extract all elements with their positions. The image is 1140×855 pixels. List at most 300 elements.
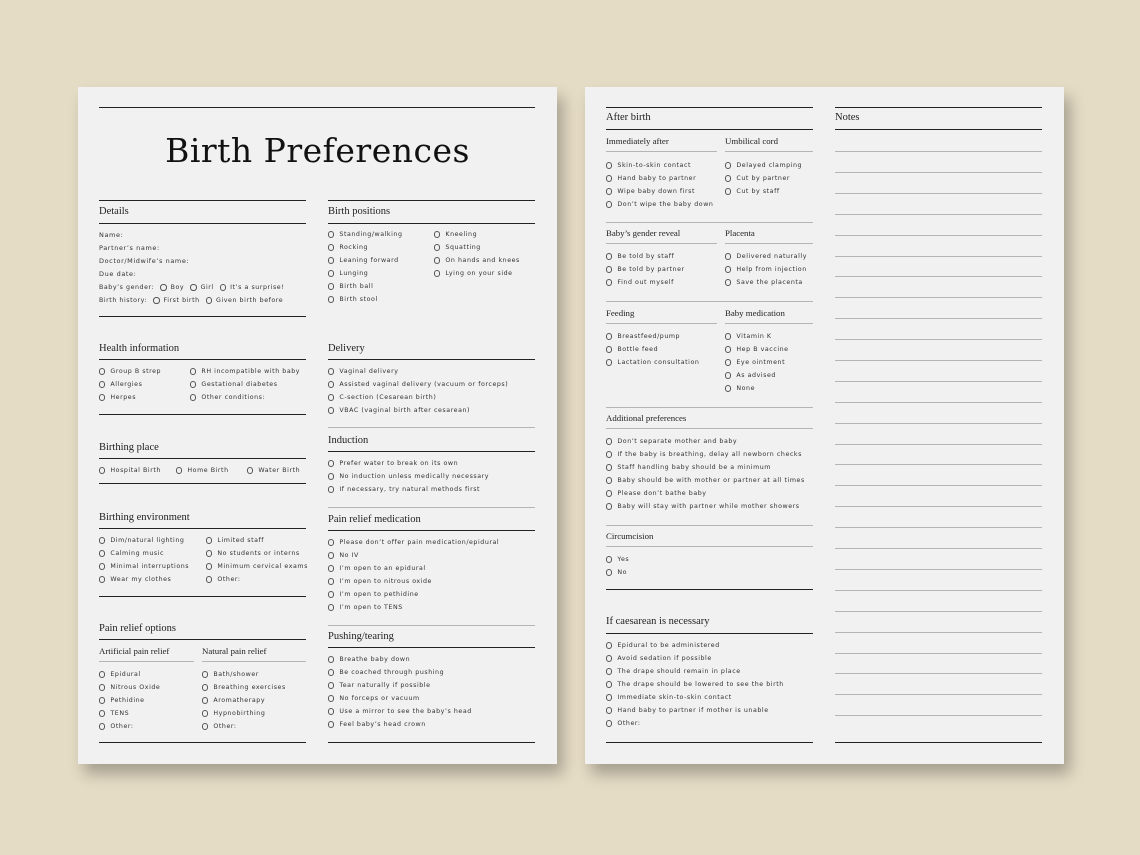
feeding-option[interactable] [606, 359, 699, 366]
feeding-option-label: Breastfeed/pump [617, 333, 681, 340]
caesarean-option-label: Immediate skin-to-skin contact [617, 694, 732, 701]
checkbox[interactable] [606, 503, 612, 509]
checkbox[interactable] [328, 244, 334, 250]
additional-rule [606, 428, 813, 429]
checkbox[interactable] [606, 188, 612, 194]
induction-option-label: If necessary, try natural methods first [339, 486, 481, 493]
placenta-option[interactable] [725, 253, 807, 260]
notes-line[interactable] [835, 653, 1042, 654]
induction-option[interactable] [328, 486, 480, 493]
umbilical-cord-option[interactable] [725, 162, 802, 169]
pushing-option[interactable] [328, 682, 431, 689]
pushing-heading: Pushing/tearing [328, 631, 394, 642]
checkbox[interactable] [99, 394, 105, 400]
birth-position-option[interactable] [328, 244, 368, 251]
pain-medication-bottom-rule [328, 625, 535, 626]
environment-option[interactable] [206, 563, 308, 570]
induction-bottom-rule [328, 507, 535, 508]
checkbox[interactable] [206, 537, 212, 543]
checkbox[interactable] [606, 655, 612, 661]
pain-medication-option-label: I’m open to pethidine [339, 591, 419, 598]
gender-reveal-option[interactable] [606, 253, 674, 260]
induction-option-label: No induction unless medically necessary [339, 473, 490, 480]
caesarean-option[interactable] [606, 681, 784, 688]
immediately-after-option-label: Hand baby to partner [617, 175, 697, 182]
checkbox[interactable] [606, 333, 612, 339]
checkbox[interactable] [328, 283, 334, 289]
natural-pain-relief-option-label: Hypnobirthing [213, 710, 266, 717]
notes-line[interactable] [835, 715, 1042, 716]
checkbox[interactable] [99, 710, 105, 716]
baby-medication-option[interactable] [725, 385, 755, 392]
checkbox[interactable] [328, 368, 334, 374]
caesarean-option[interactable] [606, 655, 712, 662]
birth-preferences-page-2 [585, 87, 1064, 764]
delivery-option[interactable] [328, 407, 470, 414]
checkbox[interactable] [99, 576, 105, 582]
additional-preference-option-label: Don’t separate mother and baby [617, 438, 738, 445]
baby-medication-option[interactable] [725, 372, 776, 379]
checkbox[interactable] [247, 467, 253, 473]
checkbox[interactable] [99, 697, 105, 703]
additional-preference-option[interactable] [606, 490, 707, 497]
health-option-label: Gestational diabetes [201, 381, 278, 388]
caesarean-heading-rule [606, 633, 813, 634]
top-rule [99, 107, 535, 108]
baby-medication-option[interactable] [725, 359, 785, 366]
caesarean-option[interactable] [606, 707, 769, 714]
checkbox[interactable] [328, 695, 334, 701]
checkbox[interactable] [202, 697, 208, 703]
environment-option-label: No students or interns [217, 550, 300, 557]
checkbox[interactable] [606, 464, 612, 470]
health-option[interactable] [99, 394, 136, 401]
placenta-option-label: Save the placenta [736, 279, 803, 286]
checkbox[interactable] [606, 201, 612, 207]
delivery-option[interactable] [328, 394, 436, 401]
artificial-pain-relief-option-label: Nitrous Oxide [110, 684, 161, 691]
checkbox[interactable] [725, 162, 731, 168]
checkbox[interactable] [99, 381, 105, 387]
pain-options-bottom-rule [99, 742, 306, 743]
environment-bottom-rule [99, 596, 306, 597]
checkbox[interactable] [606, 451, 612, 457]
pushing-option-label: Be coached through pushing [339, 669, 445, 676]
checkbox[interactable] [606, 642, 612, 648]
birthing-place-option[interactable] [99, 467, 161, 474]
umbilical-cord-option[interactable] [725, 175, 790, 182]
pain-medication-option[interactable] [328, 539, 499, 546]
section-divider [606, 301, 813, 302]
checkbox[interactable] [606, 707, 612, 713]
delivery-option[interactable] [328, 381, 508, 388]
checkbox[interactable] [606, 490, 612, 496]
baby-medication-option-label: Eye ointment [736, 359, 786, 366]
additional-preference-option-label: Baby will stay with partner while mother showers [617, 503, 800, 510]
natural-pain-relief-option-label: Bath/shower [213, 671, 259, 678]
checkbox[interactable] [606, 279, 612, 285]
checkbox[interactable] [606, 253, 612, 259]
environment-option[interactable] [99, 537, 184, 544]
details-field-label[interactable]: Partner’s name: [99, 244, 160, 252]
natural-pain-relief-option[interactable] [202, 710, 265, 717]
checkbox[interactable] [606, 359, 612, 365]
positions-top-rule [328, 200, 535, 201]
checkbox[interactable] [202, 723, 208, 729]
natural-pain-relief-option[interactable] [202, 684, 286, 691]
artificial-pain-relief-option[interactable] [99, 723, 134, 730]
caesarean-option[interactable] [606, 642, 720, 649]
artificial-pain-relief-option[interactable] [99, 697, 145, 704]
notes-line[interactable] [835, 423, 1042, 424]
checkbox[interactable] [99, 723, 105, 729]
environment-option-label: Minimum cervical exams [217, 563, 308, 570]
placenta-option-label: Help from injection [736, 266, 807, 273]
pain-medication-option-label: I’m open to an epidural [339, 565, 426, 572]
checkbox[interactable] [725, 333, 731, 339]
birth-position-option-label: Standing/walking [339, 231, 403, 238]
additional-preference-option[interactable] [606, 477, 805, 484]
notes-line[interactable] [835, 381, 1042, 382]
environment-option-label: Dim/natural lighting [110, 537, 185, 544]
checkbox[interactable] [328, 604, 334, 610]
environment-option[interactable] [206, 550, 300, 557]
checkbox[interactable] [725, 359, 731, 365]
health-option[interactable] [190, 394, 265, 401]
checkbox[interactable] [606, 346, 612, 352]
additional-heading: Additional preferences [606, 413, 687, 423]
pushing-option[interactable] [328, 695, 420, 702]
artificial-rule [99, 661, 194, 662]
environment-option[interactable] [99, 563, 189, 570]
notes-line[interactable] [835, 548, 1042, 549]
pain-medication-option[interactable] [328, 578, 432, 585]
checkbox[interactable] [190, 394, 196, 400]
additional-preference-option[interactable] [606, 503, 800, 510]
umbilical-cord-option[interactable] [725, 188, 780, 195]
notes-line[interactable] [835, 527, 1042, 528]
circumcision-bottom-rule [606, 589, 813, 590]
circumcision-option[interactable] [606, 569, 627, 576]
notes-top-rule [835, 107, 1042, 108]
checkbox[interactable] [328, 552, 334, 558]
artificial-pain-relief-option[interactable] [99, 671, 141, 678]
checkbox[interactable] [328, 708, 334, 714]
notes-line[interactable] [835, 297, 1042, 298]
birthing-place-option-label: Water Birth [258, 467, 301, 474]
checkbox[interactable] [434, 257, 440, 263]
health-option[interactable] [190, 368, 300, 375]
checkbox[interactable] [328, 407, 334, 413]
notes-line[interactable] [835, 402, 1042, 403]
details-field-label[interactable]: Name: [99, 231, 124, 239]
birthing-place-option-label: Hospital Birth [110, 467, 161, 474]
checkbox[interactable] [206, 297, 212, 303]
health-option-label: Herpes [110, 394, 137, 401]
pushing-option[interactable] [328, 708, 472, 715]
checkbox[interactable] [606, 681, 612, 687]
checkbox[interactable] [606, 162, 612, 168]
birth-position-option[interactable] [434, 270, 513, 277]
placenta-rule [725, 243, 813, 244]
environment-option[interactable] [99, 576, 171, 583]
birthing-place-bottom-rule [99, 483, 306, 484]
immediately-after-option[interactable] [606, 162, 691, 169]
pushing-option[interactable] [328, 721, 426, 728]
natural-pain-relief-option[interactable] [202, 671, 259, 678]
checkbox[interactable] [220, 284, 226, 290]
gender-reveal-option[interactable] [606, 266, 685, 273]
checkbox[interactable] [606, 569, 612, 575]
environment-option[interactable] [206, 576, 241, 583]
environment-option[interactable] [206, 537, 264, 544]
birth-position-option[interactable] [328, 270, 368, 277]
checkbox[interactable] [606, 175, 612, 181]
checkbox[interactable] [328, 565, 334, 571]
pushing-option-label: Tear naturally if possible [339, 682, 431, 689]
pain-medication-option-label: I’m open to nitrous oxide [339, 578, 432, 585]
checkbox[interactable] [99, 671, 105, 677]
environment-option[interactable] [99, 550, 164, 557]
history-label: Birth history: [99, 297, 148, 304]
checkbox[interactable] [99, 368, 105, 374]
checkbox[interactable] [328, 539, 334, 545]
birth-position-option[interactable] [328, 296, 378, 303]
artificial-pain-relief-option-label: Pethidine [110, 697, 145, 704]
checkbox[interactable] [328, 257, 334, 263]
notes-heading-rule [835, 129, 1042, 130]
notes-line[interactable] [835, 485, 1042, 486]
caesarean-option[interactable] [606, 720, 641, 727]
details-heading-rule [99, 223, 306, 224]
environment-option-label: Limited staff [217, 537, 265, 544]
details-bottom-rule [99, 316, 306, 317]
birthing-place-option-label: Home Birth [187, 467, 229, 474]
pushing-option[interactable] [328, 656, 410, 663]
induction-heading: Induction [328, 435, 369, 446]
birth-positions-heading: Birth positions [328, 206, 391, 217]
additional-preference-option[interactable] [606, 438, 737, 445]
immediately-after-option[interactable] [606, 201, 713, 208]
checkbox[interactable] [328, 231, 334, 237]
placenta-option[interactable] [725, 266, 807, 273]
immediately-rule [606, 151, 717, 152]
checkbox[interactable] [328, 381, 334, 387]
notes-line[interactable] [835, 360, 1042, 361]
checkbox[interactable] [99, 537, 105, 543]
notes-line[interactable] [835, 694, 1042, 695]
checkbox[interactable] [206, 576, 212, 582]
checkbox[interactable] [725, 175, 731, 181]
health-option[interactable] [99, 368, 161, 375]
pushing-option-label: Breathe baby down [339, 656, 411, 663]
health-option-label: Allergies [110, 381, 143, 388]
checkbox[interactable] [725, 372, 731, 378]
checkbox[interactable] [328, 460, 334, 466]
birth-position-option-label: Birth stool [339, 296, 378, 303]
notes-line[interactable] [835, 318, 1042, 319]
placenta-option-label: Delivered naturally [736, 253, 807, 260]
checkbox[interactable] [725, 188, 731, 194]
delivery-heading: Delivery [328, 343, 365, 354]
caesarean-option[interactable] [606, 694, 732, 701]
notes-line[interactable] [835, 235, 1042, 236]
birth-position-option[interactable] [434, 257, 520, 264]
birth-position-option[interactable] [328, 283, 373, 290]
checkbox[interactable] [725, 385, 731, 391]
delivery-option-label: VBAC (vaginal birth after cesarean) [339, 407, 471, 414]
umbilical-cord-option-label: Cut by staff [736, 188, 780, 195]
gender-reveal-option-label: Be told by staff [617, 253, 675, 260]
environment-option-label: Wear my clothes [110, 576, 172, 583]
checkbox[interactable] [725, 279, 731, 285]
gender-label: Baby’s gender: [99, 284, 155, 291]
notes-line[interactable] [835, 673, 1042, 674]
checkbox[interactable] [202, 671, 208, 677]
after-birth-heading: After birth [606, 112, 651, 123]
birthing-place-option[interactable] [247, 467, 300, 474]
checkbox[interactable] [606, 438, 612, 444]
checkbox[interactable] [725, 253, 731, 259]
gender-option-boy: Boy [170, 284, 185, 291]
checkbox[interactable] [606, 556, 612, 562]
baby-medication-option[interactable] [725, 333, 772, 340]
feeding-option[interactable] [606, 333, 680, 340]
birth-position-option[interactable] [434, 231, 477, 238]
artificial-pain-relief-option[interactable] [99, 684, 160, 691]
delivery-option[interactable] [328, 368, 399, 375]
feeding-option[interactable] [606, 346, 658, 353]
page-title: Birth Preferences [165, 131, 470, 170]
gender-reveal-option[interactable] [606, 279, 674, 286]
pain-medication-option[interactable] [328, 565, 426, 572]
checkbox[interactable] [190, 284, 196, 290]
checkbox[interactable] [202, 684, 208, 690]
notes-line[interactable] [835, 151, 1042, 152]
notes-line[interactable] [835, 632, 1042, 633]
checkbox[interactable] [328, 656, 334, 662]
checkbox[interactable] [328, 296, 334, 302]
natural-rule [202, 661, 306, 662]
checkbox[interactable] [153, 297, 159, 303]
pain-medication-option[interactable] [328, 591, 419, 598]
notes-line[interactable] [835, 444, 1042, 445]
birthing-place-option[interactable] [176, 467, 229, 474]
birth-position-option-label: Squatting [445, 244, 481, 251]
checkbox[interactable] [725, 266, 731, 272]
natural-pain-relief-option[interactable] [202, 697, 265, 704]
checkbox[interactable] [606, 720, 612, 726]
baby-medication-option[interactable] [725, 346, 789, 353]
notes-line[interactable] [835, 590, 1042, 591]
checkbox[interactable] [434, 270, 440, 276]
checkbox[interactable] [99, 467, 105, 473]
artificial-subheading: Artificial pain relief [99, 646, 170, 656]
pain-medication-option[interactable] [328, 604, 403, 611]
checkbox[interactable] [606, 266, 612, 272]
checkbox[interactable] [328, 486, 334, 492]
notes-line[interactable] [835, 276, 1042, 277]
checkbox[interactable] [328, 578, 334, 584]
notes-line[interactable] [835, 611, 1042, 612]
checkbox[interactable] [434, 244, 440, 250]
pushing-option[interactable] [328, 669, 444, 676]
notes-line[interactable] [835, 256, 1042, 257]
birth-position-option-label: Kneeling [445, 231, 478, 238]
notes-line[interactable] [835, 214, 1042, 215]
notes-line[interactable] [835, 193, 1042, 194]
induction-option[interactable] [328, 460, 458, 467]
checkbox[interactable] [725, 346, 731, 352]
caesarean-option-label: The drape should remain in place [617, 668, 741, 675]
checkbox[interactable] [328, 669, 334, 675]
checkbox[interactable] [328, 473, 334, 479]
checkbox[interactable] [328, 682, 334, 688]
notes-line[interactable] [835, 172, 1042, 173]
additional-preference-option[interactable] [606, 464, 771, 471]
induction-option[interactable] [328, 473, 489, 480]
checkbox[interactable] [190, 368, 196, 374]
checkbox[interactable] [328, 721, 334, 727]
details-field-label[interactable]: Due date: [99, 270, 137, 278]
birth-position-option[interactable] [328, 231, 403, 238]
checkbox[interactable] [328, 591, 334, 597]
checkbox[interactable] [99, 684, 105, 690]
circumcision-rule [606, 546, 813, 547]
birth-position-option[interactable] [328, 257, 399, 264]
gender-option-girl: Girl [200, 284, 214, 291]
checkbox[interactable] [606, 694, 612, 700]
caesarean-option[interactable] [606, 668, 741, 675]
notes-line[interactable] [835, 339, 1042, 340]
gender-reveal-heading: Baby’s gender reveal [606, 228, 681, 238]
notes-line[interactable] [835, 506, 1042, 507]
checkbox[interactable] [99, 563, 105, 569]
checkbox[interactable] [190, 381, 196, 387]
checkbox[interactable] [328, 270, 334, 276]
checkbox[interactable] [328, 394, 334, 400]
checkbox[interactable] [176, 467, 182, 473]
placenta-option[interactable] [725, 279, 803, 286]
checkbox[interactable] [206, 550, 212, 556]
natural-pain-relief-option[interactable] [202, 723, 237, 730]
details-field-label[interactable]: Doctor/Midwife’s name: [99, 257, 190, 265]
checkbox[interactable] [606, 668, 612, 674]
birth-position-option-label: On hands and knees [445, 257, 520, 264]
checkbox[interactable] [206, 563, 212, 569]
checkbox[interactable] [99, 550, 105, 556]
pain-medication-option[interactable] [328, 552, 359, 559]
notes-line[interactable] [835, 464, 1042, 465]
artificial-pain-relief-option-label: Epidural [110, 671, 141, 678]
birth-position-option[interactable] [434, 244, 481, 251]
circumcision-option[interactable] [606, 556, 629, 563]
checkbox[interactable] [160, 284, 166, 290]
health-option[interactable] [99, 381, 142, 388]
artificial-pain-relief-option[interactable] [99, 710, 129, 717]
checkbox[interactable] [202, 710, 208, 716]
checkbox[interactable] [434, 231, 440, 237]
birth-position-option-label: Lying on your side [445, 270, 513, 277]
gender-row [99, 284, 284, 291]
checkbox[interactable] [606, 477, 612, 483]
immediately-after-option[interactable] [606, 188, 695, 195]
health-option[interactable] [190, 381, 278, 388]
notes-line[interactable] [835, 569, 1042, 570]
immediately-after-option[interactable] [606, 175, 696, 182]
additional-preference-option[interactable] [606, 451, 802, 458]
circumcision-option-label: Yes [617, 556, 630, 563]
